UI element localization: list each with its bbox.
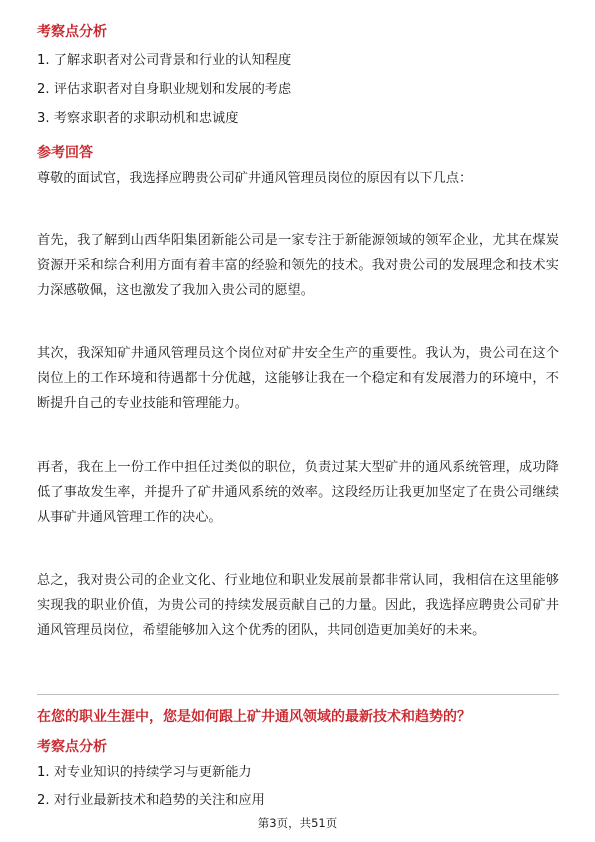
- analysis-item: 2. 评估求职者对自身职业规划和发展的考虑: [37, 82, 292, 97]
- analysis-item: 2. 对行业最新技术和趋势的关注和应用: [37, 793, 265, 808]
- page-number: 第3页，共51页: [257, 816, 338, 830]
- answer-paragraph: 其次，我深知矿井通风管理员这个岗位对矿井安全生产的重要性。我认为，贵公司在这个岗位上的工作环境和待遇都十分优越，这能够让我在一个稳定和有发展潜力的环境中，不断提升自己的专业技能和管理能力。: [37, 346, 559, 411]
- section-heading-analysis: 考察点分析: [37, 24, 107, 40]
- answer-intro: 尊敬的面试官，我选择应聘贵公司矿井通风管理员岗位的原因有以下几点：: [37, 171, 473, 186]
- analysis-item: 3. 考察求职者的求职动机和忠诚度: [37, 111, 239, 126]
- analysis-item: 1. 对专业知识的持续学习与更新能力: [37, 765, 252, 780]
- section-divider: [37, 694, 559, 695]
- answer-paragraph: 总之，我对贵公司的企业文化、行业地位和职业发展前景都非常认同，我相信在这里能够实现我的职业价值，为贵公司的持续发展贡献自己的力量。因此，我选择应聘贵公司矿井通风管理员岗位，希望能够加入这个优秀的团队，共同创造更加美好的未来。: [37, 573, 559, 638]
- answer-paragraph: 再者，我在上一份工作中担任过类似的职位，负责过某大型矿井的通风系统管理，成功降低了事故发生率，并提升了矿井通风系统的效率。这段经历让我更加坚定了在贵公司继续从事矿井通风管理工作的决心。: [37, 460, 559, 525]
- answer-paragraph: 首先，我了解到山西华阳集团新能公司是一家专注于新能源领域的领军企业，尤其在煤炭资源开采和综合利用方面有着丰富的经验和领先的技术。我对贵公司的发展理念和技术实力深感敬佩，这也激发了我加入贵公司的愿望。: [37, 233, 559, 298]
- question-title: 在您的职业生涯中，您是如何跟上矿井通风领域的最新技术和趋势的？: [37, 709, 471, 725]
- section-heading-analysis: 考察点分析: [37, 739, 107, 755]
- section-heading-answer: 参考回答: [37, 145, 93, 161]
- analysis-item: 1. 了解求职者对公司背景和行业的认知程度: [37, 53, 292, 68]
